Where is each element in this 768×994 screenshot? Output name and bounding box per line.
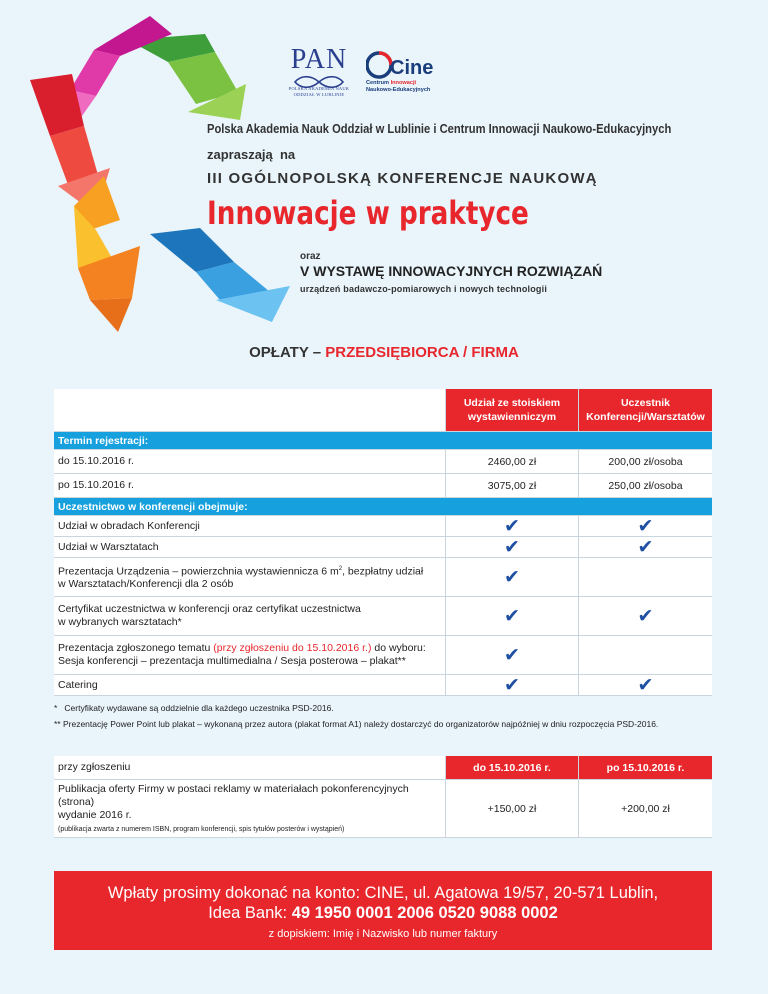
fees-heading bbox=[0, 344, 768, 361]
table-header-row bbox=[54, 756, 712, 780]
table-row bbox=[54, 597, 712, 636]
fees-category: PRZEDSIĘBIORCA / FIRMA bbox=[325, 344, 519, 361]
check-icon: ✔ bbox=[504, 643, 520, 666]
publication-col1-header: do 15.10.2016 r. bbox=[445, 756, 578, 779]
blue-arrow-icon bbox=[150, 228, 290, 322]
footnote-2: ** Prezentację Power Point lub plakat – wykonaną przez autora (plakat format A1) należy dostarczyć do organizatorów najpóźniej w dniu rozpoczęcia PSD-2016. bbox=[54, 719, 659, 729]
check-icon: ✔ bbox=[504, 565, 520, 588]
row-label-obrady: Udział w obradach Konferencji bbox=[58, 519, 200, 532]
col-participant-header: Uczestnik Konferencji/Warsztatów bbox=[578, 389, 712, 431]
table-header-empty bbox=[54, 389, 445, 431]
table-row bbox=[54, 636, 712, 675]
account-number: 49 1950 0001 2006 0520 9088 0002 bbox=[291, 904, 558, 922]
check-icon: ✔ bbox=[637, 535, 654, 558]
row-label-certyfikat: Certyfikat uczestnictwa w konferencji oraz certyfikat uczestnictwa w wybranych warsztatach* bbox=[58, 603, 361, 628]
exhibition-subtitle: urządzeń badawczo-pomiarowych i nowych technologii bbox=[300, 284, 548, 294]
check-icon: ✔ bbox=[504, 514, 520, 537]
cine-logo-text: Cine bbox=[390, 57, 434, 79]
publication-row-label: Publikacja oferty Firmy w postaci reklamy w materiałach pokonferencyjnych (strona) wydanie 2016 r. (publikacja zwarta z numerem ISBN, program konferencji, spis tytułów posterów i wystąpień) bbox=[58, 782, 409, 833]
organizers-line: Polska Akademia Nauk Oddział w Lublinie i Centrum Innowacji Naukowo-Edukacyjnych bbox=[207, 121, 672, 136]
table-row bbox=[54, 558, 712, 597]
table-row bbox=[54, 537, 712, 558]
pan-logo-sub2: ODDZIAŁ W LUBLINIE bbox=[293, 92, 345, 97]
footnotes bbox=[54, 700, 658, 732]
reg-row-stand-price: 3075,00 zł bbox=[445, 474, 578, 497]
table-row bbox=[54, 516, 712, 537]
payment-line-2 bbox=[54, 903, 712, 924]
orange-arrow-icon bbox=[74, 176, 140, 332]
check-icon: ✔ bbox=[637, 604, 654, 627]
check-icon: ✔ bbox=[504, 535, 520, 558]
pan-logo bbox=[285, 46, 353, 98]
section-registration: Termin rejestracji: bbox=[54, 432, 712, 450]
check-icon: ✔ bbox=[504, 673, 520, 696]
table-row bbox=[54, 780, 712, 838]
check-icon: ✔ bbox=[637, 673, 654, 696]
pan-logo-text: PAN bbox=[290, 44, 348, 75]
cine-logo bbox=[366, 50, 436, 93]
publication-price-2: +200,00 zł bbox=[578, 780, 712, 837]
conference-line: III OGÓLNOPOLSKĄ KONFERENCJE NAUKOWĄ bbox=[207, 170, 598, 187]
publication-price-1: +150,00 zł bbox=[445, 780, 578, 837]
invite-line: zapraszają na bbox=[207, 147, 296, 162]
fees-table bbox=[54, 389, 712, 696]
reg-row-stand-price: 2460,00 zł bbox=[445, 450, 578, 473]
cine-caption-a: Centrum bbox=[366, 80, 389, 86]
cine-logo-mark-icon bbox=[366, 50, 436, 80]
pan-logo-sub1: POLSKA AKADEMIA NAUK bbox=[288, 86, 350, 91]
table-row bbox=[54, 450, 712, 474]
fees-label: OPŁATY – bbox=[249, 344, 322, 361]
row-label-warsztaty: Udział w Warsztatach bbox=[58, 540, 159, 553]
exhibition-line: V WYSTAWĘ INNOWACYJNYCH ROZWIĄZAŃ bbox=[300, 263, 603, 279]
table-row bbox=[54, 474, 712, 498]
publication-header-label: przy zgłoszeniu bbox=[58, 761, 131, 773]
reg-row-label: do 15.10.2016 r. bbox=[58, 455, 134, 467]
publication-table bbox=[54, 756, 712, 838]
payment-line-3: z dopiskiem: Imię i Nazwisko lub numer faktury bbox=[268, 928, 498, 940]
reg-row-participant-price: 250,00 zł/osoba bbox=[578, 474, 712, 497]
table-row bbox=[54, 675, 712, 696]
footnote-1: * Certyfikaty wydawane są oddzielnie dla każdego uczestnika PSD-2016. bbox=[54, 703, 334, 713]
publication-col2-header: po 15.10.2016 r. bbox=[578, 756, 712, 779]
check-icon: ✔ bbox=[504, 604, 520, 627]
table-header-row bbox=[54, 389, 712, 432]
row-label-temat: Prezentacja zgłoszonego tematu (przy zgłoszeniu do 15.10.2016 r.) do wyboru: Sesja konferencji – prezentacja multimedialna / Sesja posterowa – plakat** bbox=[58, 642, 426, 667]
section-includes: Uczestnictwo w konferencji obejmuje: bbox=[54, 498, 712, 516]
green-arrow-icon bbox=[128, 34, 246, 120]
row-label-catering: Catering bbox=[58, 678, 98, 691]
payment-box bbox=[54, 871, 712, 950]
row-label-prezentacja: Prezentacja Urządzenia – powierzchnia wystawiennicza 6 $m^2$, bezpłatny udział w Warsztatach/Konferencji dla 2 osób bbox=[58, 565, 424, 591]
pan-infinity-icon bbox=[289, 76, 349, 88]
reg-row-label: po 15.10.2016 r. bbox=[58, 479, 134, 491]
check-icon: ✔ bbox=[637, 514, 654, 537]
page-title: Innowacje w praktyce bbox=[207, 194, 529, 232]
oraz-label: oraz bbox=[300, 251, 321, 262]
bank-label: Idea Bank: bbox=[208, 904, 288, 922]
cine-caption-c: Naukowo-Edukacyjnych bbox=[366, 87, 431, 93]
cine-caption-b: Innowacji bbox=[390, 80, 417, 86]
cine-logo-caption bbox=[366, 80, 430, 94]
reg-row-participant-price: 200,00 zł/osoba bbox=[578, 450, 712, 473]
col-stand-header: Udział ze stoiskiem wystawienniczym bbox=[445, 389, 578, 431]
payment-line-1: Wpłaty prosimy dokonać na konto: CINE, ul. Agatowa 19/57, 20-571 Lublin, bbox=[107, 884, 659, 902]
